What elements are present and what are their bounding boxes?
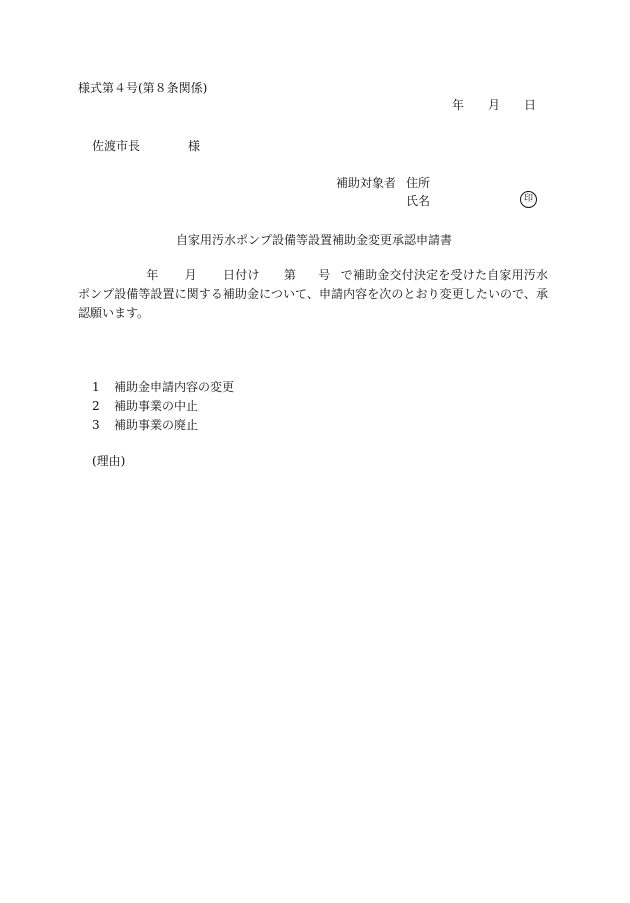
option-number: 2 bbox=[92, 399, 100, 413]
addressee-name: 佐渡市長 bbox=[92, 139, 141, 153]
body-no-prefix: 第 bbox=[283, 268, 297, 282]
options-list bbox=[92, 378, 234, 435]
option-label: 補助事業の廃止 bbox=[114, 418, 199, 432]
body-dated-label: 日付け bbox=[222, 268, 260, 282]
body-paragraph bbox=[78, 266, 548, 323]
name-label: 氏名 bbox=[406, 194, 431, 208]
applicant-label: 補助対象者 bbox=[336, 176, 397, 190]
body-text: で補助金交付決定を受けた自家用汚水ポンプ設備等設置に関する補助金について、申請内容を次のとおり変更したいので、承認願います。 bbox=[78, 268, 548, 320]
addressee-honorific: 様 bbox=[188, 139, 201, 153]
option-label: 補助事業の中止 bbox=[114, 399, 199, 413]
option-item bbox=[92, 378, 234, 397]
form-number: 様式第４号(第８条関係) bbox=[78, 81, 208, 95]
reason-label: (理由) bbox=[92, 454, 126, 468]
date-day-label: 日 bbox=[524, 98, 537, 112]
body-year-label: 年 bbox=[146, 268, 159, 282]
option-number: 3 bbox=[92, 418, 100, 432]
seal-mark: 印 bbox=[520, 191, 537, 208]
date-year-label: 年 bbox=[452, 98, 465, 112]
date-month-label: 月 bbox=[488, 98, 501, 112]
addressee bbox=[92, 138, 200, 154]
option-label: 補助金申請内容の変更 bbox=[114, 380, 235, 394]
document-title: 自家用汚水ポンプ設備等設置補助金変更承認申請書 bbox=[176, 233, 453, 247]
option-item bbox=[92, 416, 234, 435]
address-label: 住所 bbox=[406, 176, 431, 190]
option-item bbox=[92, 397, 234, 416]
body-month-label: 月 bbox=[184, 268, 197, 282]
date-line bbox=[452, 97, 536, 113]
body-no-suffix: 号 bbox=[318, 268, 331, 282]
option-number: 1 bbox=[92, 380, 100, 394]
